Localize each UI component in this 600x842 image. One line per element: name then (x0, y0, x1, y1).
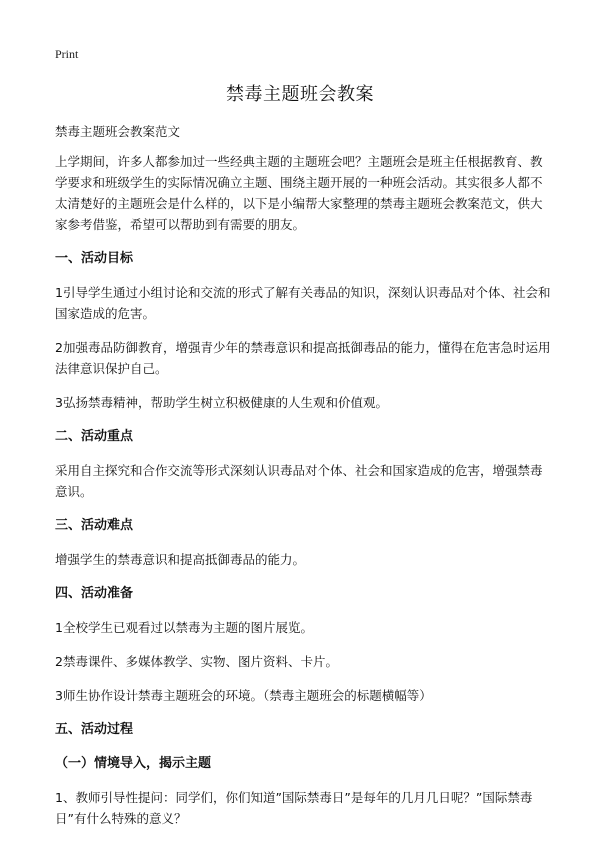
section-heading-process: 五、活动过程 (55, 722, 134, 737)
goal-paragraph-3: 3弘扬禁毒精神，帮助学生树立积极健康的人生观和价值观。 (55, 395, 388, 410)
preparation-paragraph-2: 2禁毒课件、多媒体教学、实物、图片资料、卡片。 (55, 654, 338, 669)
goal-paragraph-2: 2加强毒品防御教育，增强青少年的禁毒意识和提高抵御毒品的能力，懂得在危害急时运用法律意识保护自己。 (55, 340, 551, 376)
goal-paragraph-1: 1引导学生通过小组讨论和交流的形式了解有关毒品的知识，深刻认识毒品对个体、社会和国家造成的危害。 (55, 285, 551, 321)
preparation-paragraph-3: 3师生协作设计禁毒主题班会的环境。（禁毒主题班会的标题横幅等） (55, 688, 432, 703)
subsection-paragraph: 1、教师引导性提问：同学们，你们知道”国际禁毒日”是每年的几月几日呢？”国际禁毒日”有什么特殊的意义？ (55, 790, 533, 826)
focus-paragraph: 采用自主探究和合作交流等形式深刻认识毒品对个体、社会和国家造成的危害，增强禁毒意识。 (55, 463, 543, 499)
section-heading-preparation: 四、活动准备 (55, 586, 134, 601)
document-body (55, 151, 553, 842)
document-subtitle: 禁毒主题班会教案范文 (55, 124, 181, 139)
section-heading-difficulty: 三、活动难点 (55, 518, 134, 533)
section-heading-focus: 二、活动重点 (55, 429, 134, 444)
subsection-heading-intro: （一）情境导入，揭示主题 (55, 756, 212, 771)
intro-paragraph: 上学期间，许多人都参加过一些经典主题的主题班会吧？主题班会是班主任根据教育、教学要求和班级学生的实际情况确立主题、围绕主题开展的一种班会活动。其实很多人都不太清楚好的主题班会是什么样的，以下是小编帮大家整理的禁毒主题班会教案范文，供大家参考借鉴，希望可以帮助到有需要的朋友。 (55, 154, 543, 232)
section-heading-goals: 一、活动目标 (55, 251, 134, 266)
print-link[interactable]: Print (55, 47, 79, 61)
page-title: 禁毒主题班会教案 (226, 84, 374, 105)
preparation-paragraph-1: 1全校学生已观看过以禁毒为主题的图片展览。 (55, 620, 313, 635)
difficulty-paragraph: 增强学生的禁毒意识和提高抵御毒品的能力。 (55, 552, 306, 567)
